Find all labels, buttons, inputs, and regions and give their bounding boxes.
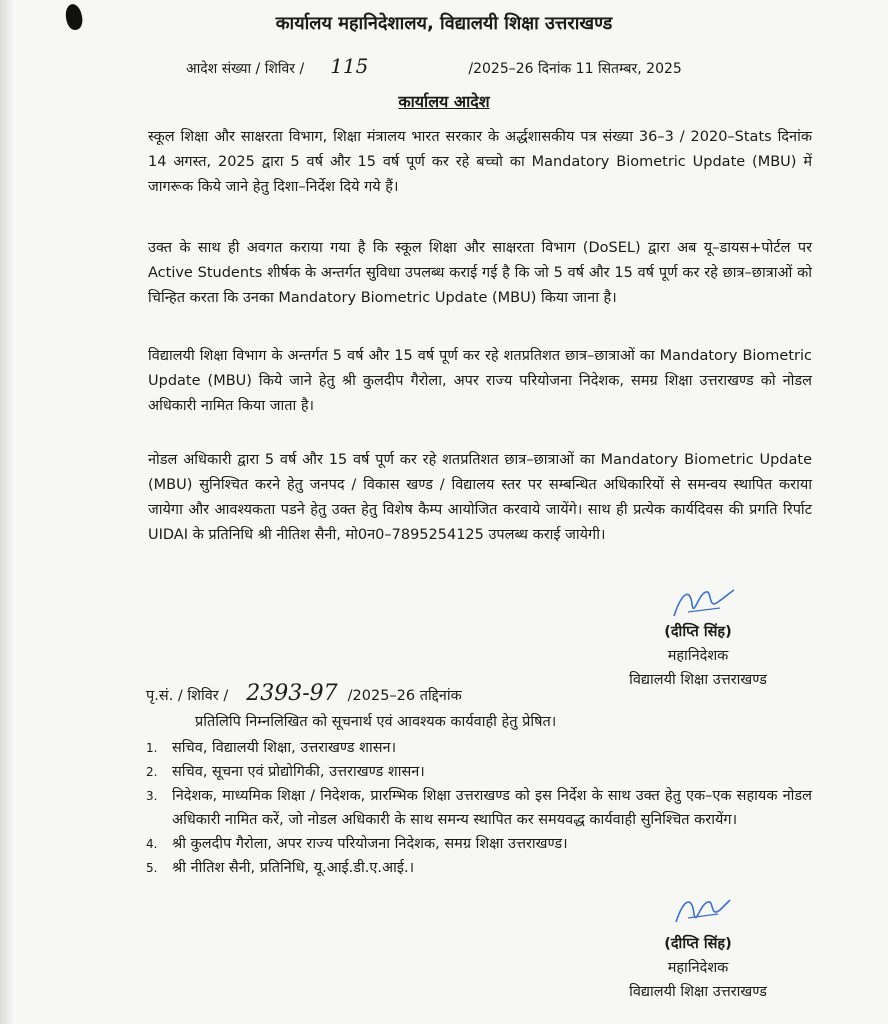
signature-2-mark (672, 892, 732, 932)
paragraph-1: स्कूल शिक्षा और साक्षरता विभाग, शिक्षा मंत्रालय भारत सरकार के अर्द्धशासकीय पत्र संख्या 36–3 / 2020–Stats दिनांक 14 अगस्त, 2025 द्वारा 5 वर्ष और 15 वर्ष पूर्ण कर रहे बच्चो का Mandatory Biometric Update (MBU) में जागरूक किये जाने हेतु दिशा–निर्देश दिये गये हैं। (148, 129, 812, 195)
order-number-line (186, 56, 682, 79)
endorsement-suffix: /2025–26 तद्दिनांक (347, 688, 462, 704)
copy-list-item: 4. श्री कुलदीप गैरोला, अपर राज्य परियोजना निदेशक, समग्र शिक्षा उत्तराखण्ड। (146, 836, 568, 852)
order-prefix: आदेश संख्या / शिविर / (186, 61, 305, 77)
copy-list-item: 3. निदेशक, माध्यमिक शिक्षा / निदेशक, प्रारम्भिक शिक्षा उत्तराखण्ड को इस निर्देश के साथ उक्त हेतु एक–एक सहायक नोडल अधिकारी नामित करें, जो नोडल अधिकारी के साथ समन्य स्थापित कर समयवद्ध कार्यवाही सुनिश्चित करायेंग। (146, 788, 812, 828)
order-month-year: सितम्बर, 2025 (597, 61, 682, 77)
copy-list-item: 5. श्री नीतिश सैनी, प्रतिनिधि, यू.आई.डी.ए.आई.। (146, 860, 415, 876)
signature-1-mark (668, 584, 738, 624)
order-day: 11 (575, 61, 594, 77)
order-suffix: /2025–26 दिनांक (468, 61, 572, 77)
paragraph-4: नोडल अधिकारी द्वारा 5 वर्ष और 15 वर्ष पूर्ण कर रहे शतप्रतिशत छात्र–छात्राओं का Mandatory Biometric Update (MBU) सुनिश्चित करने हेतु जनपद / विकास खण्ड / विद्यालय स्तर पर सम्बन्धित अधिकारियों से समन्वय स्थापित कराया जायेगा और आवश्यकता पडने हेतु उक्त हेतु विशेष कैम्प आयोजित करवाये जायेंगे। साथ ही प्रत्येक कार्यदिवस की प्रगति रिर्पाट UIDAI के प्रतिनिधि श्री नीतिश सैनी, मो0न0–7895254125 उपलब्ध कराई जायेगी। (148, 452, 812, 543)
signatory-name: (दीप्ति सिंह) (664, 624, 732, 640)
signatory-designation: महानिदेशक (667, 960, 729, 976)
scan-edge (0, 0, 14, 1024)
copy-list-item: 2. सचिव, सूचना एवं प्रोद्योगिकी, उत्तराखण्ड शासन। (146, 764, 425, 780)
signature-block-1 (600, 620, 796, 692)
signature-block-2 (600, 932, 796, 1004)
endorsement-prefix: पृ.सं. / शिविर / (146, 688, 229, 704)
office-title: कार्यालय महानिदेशालय, विद्यालयी शिक्षा उत्तराखण्ड (275, 13, 613, 34)
copy-intro: प्रतिलिपि निम्नलिखित को सूचनार्थ एवं आवश्यक कार्यवाही हेतु प्रेषित। (195, 714, 557, 730)
signatory-office: विद्यालयी शिक्षा उत्तराखण्ड (629, 984, 767, 1000)
order-number-handwritten: 115 (330, 54, 369, 78)
signatory-name: (दीप्ति सिंह) (664, 936, 732, 952)
copy-list (146, 736, 812, 880)
order-heading: कार्यालय आदेश (398, 92, 490, 111)
copy-list-item: 1. सचिव, विद्यालयी शिक्षा, उत्तराखण्ड शासन। (146, 740, 397, 756)
endorsement-number-handwritten: 2393-97 (246, 681, 338, 706)
paragraph-2: उक्त के साथ ही अवगत कराया गया है कि स्कूल शिक्षा और साक्षरता विभाग (DoSEL) द्वारा अब यू–डायस+पोर्टल पर Active Students शीर्षक के अन्तर्गत सुविधा उपलब्ध कराई गई है कि जो 5 वर्ष और 15 वर्ष पूर्ण कर रहे छात्र–छात्राओं को चिन्हित करता कि उनका Mandatory Biometric Update (MBU) किया जाना है। (148, 240, 812, 306)
paragraph-3: विद्यालयी शिक्षा विभाग के अन्तर्गत 5 वर्ष और 15 वर्ष पूर्ण कर रहे शतप्रतिशत छात्र–छात्राओं का Mandatory Biometric Update (MBU) किये जाने हेतु श्री कुलदीप गैरोला, अपर राज्य परियोजना निदेशक, समग्र शिक्षा उत्तराखण्ड को नोडल अधिकारी नामित किया जाता है। (148, 348, 812, 414)
signatory-office: विद्यालयी शिक्षा उत्तराखण्ड (629, 672, 767, 688)
endorsement-line (146, 681, 462, 706)
signatory-designation: महानिदेशक (667, 648, 729, 664)
